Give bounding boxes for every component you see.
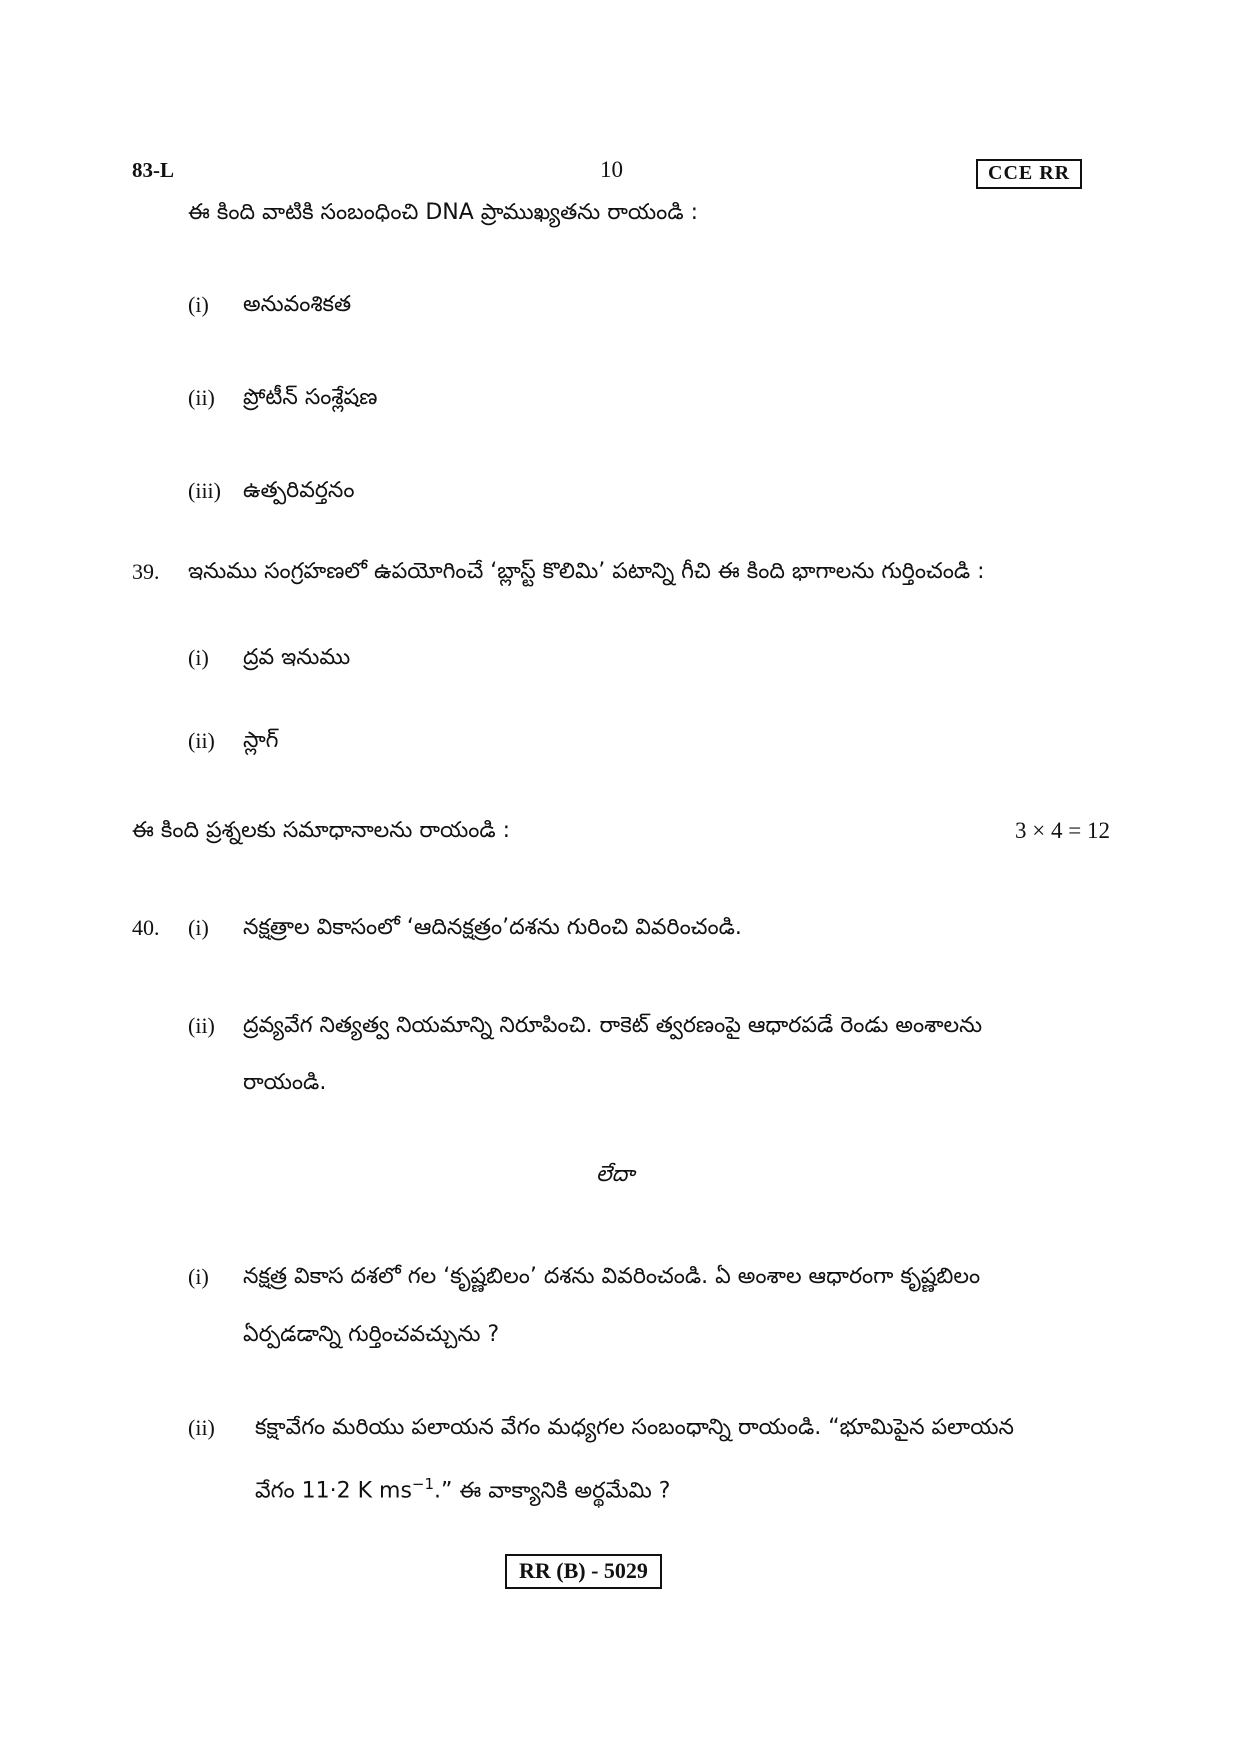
q40-a-label: (i) <box>188 915 209 940</box>
q39-item-label: (ii) <box>188 728 215 753</box>
q38-item-label: (iii) <box>188 478 221 503</box>
q38-item-label: (i) <box>188 292 209 317</box>
q39-prompt: ఇనుము సంగ్రహణలో ఉపయోగించే ‘బ్లాస్ట్ కొలిమి’ పటాన్ని గీచి ఈ కింది భాగాలను గుర్తించండి : <box>188 559 985 584</box>
q40-a-text: నక్షత్రాల వికాసంలో ‘ఆదినక్షత్రం’దశను గురించి వివరించండి. <box>243 915 742 940</box>
section-marks: 3 × 4 = 12 <box>1015 818 1110 843</box>
or-separator: లేదా <box>596 1162 635 1187</box>
q40-b-label: (i) <box>188 1264 209 1289</box>
q40-b-text-post: .” ఈ వాక్యానికి అర్థమేమి ? <box>434 1478 671 1504</box>
q40-b-label: (ii) <box>188 1415 215 1440</box>
series-badge: CCE RR <box>976 159 1082 189</box>
q40-a-label: (ii) <box>188 1013 215 1038</box>
paper-code: 83-L <box>132 158 174 182</box>
q39-item-label: (i) <box>188 645 209 670</box>
footer-code: RR (B) - 5029 <box>505 1554 662 1589</box>
q40-b-text-line2 <box>255 1475 670 1508</box>
q40-b-text: కక్షావేగం మరియు పలాయన వేగం మధ్యగల సంబంధాన్ని రాయండి. “భూమిపైన పలాయన <box>255 1415 1014 1440</box>
q38-item-text: అనువంశికత <box>243 292 352 317</box>
q40-b-text-sup: −1 <box>411 1475 435 1493</box>
q39-item-text: ద్రవ ఇనుము <box>243 645 351 670</box>
q38-item-label: (ii) <box>188 385 215 410</box>
q40-b-text-pre: వేగం 11·2 K ms <box>255 1478 412 1504</box>
q39-number: 39. <box>132 559 160 584</box>
q38-prompt: ఈ కింది వాటికి సంబంధించి DNA ప్రాముఖ్యతను రాయండి : <box>188 200 699 225</box>
q39-item-text: స్లాగ్ <box>243 728 279 753</box>
q40-b-text: ఏర్పడడాన్ని గుర్తించవచ్చును ? <box>243 1322 500 1347</box>
q40-number: 40. <box>132 915 160 940</box>
q40-a-text: రాయండి. <box>243 1070 327 1095</box>
section-instruction: ఈ కింది ప్రశ్నలకు సమాధానాలను రాయండి : <box>132 818 511 843</box>
q40-a-text: ద్రవ్యవేగ నిత్యత్వ నియమాన్ని నిరూపించి. రాకెట్ త్వరణంపై ఆధారపడే రెండు అంశాలను <box>243 1013 983 1038</box>
q40-b-text: నక్షత్ర వికాస దశలో గల ‘కృష్ణబిలం’ దశను వివరించండి. ఏ అంశాల ఆధారంగా కృష్ణబిలం <box>243 1264 981 1289</box>
page-number: 10 <box>600 157 623 182</box>
q38-item-text: ఉత్పరివర్తనం <box>243 478 355 503</box>
q38-item-text: ప్రోటీన్ సంశ్లేషణ <box>243 385 378 410</box>
